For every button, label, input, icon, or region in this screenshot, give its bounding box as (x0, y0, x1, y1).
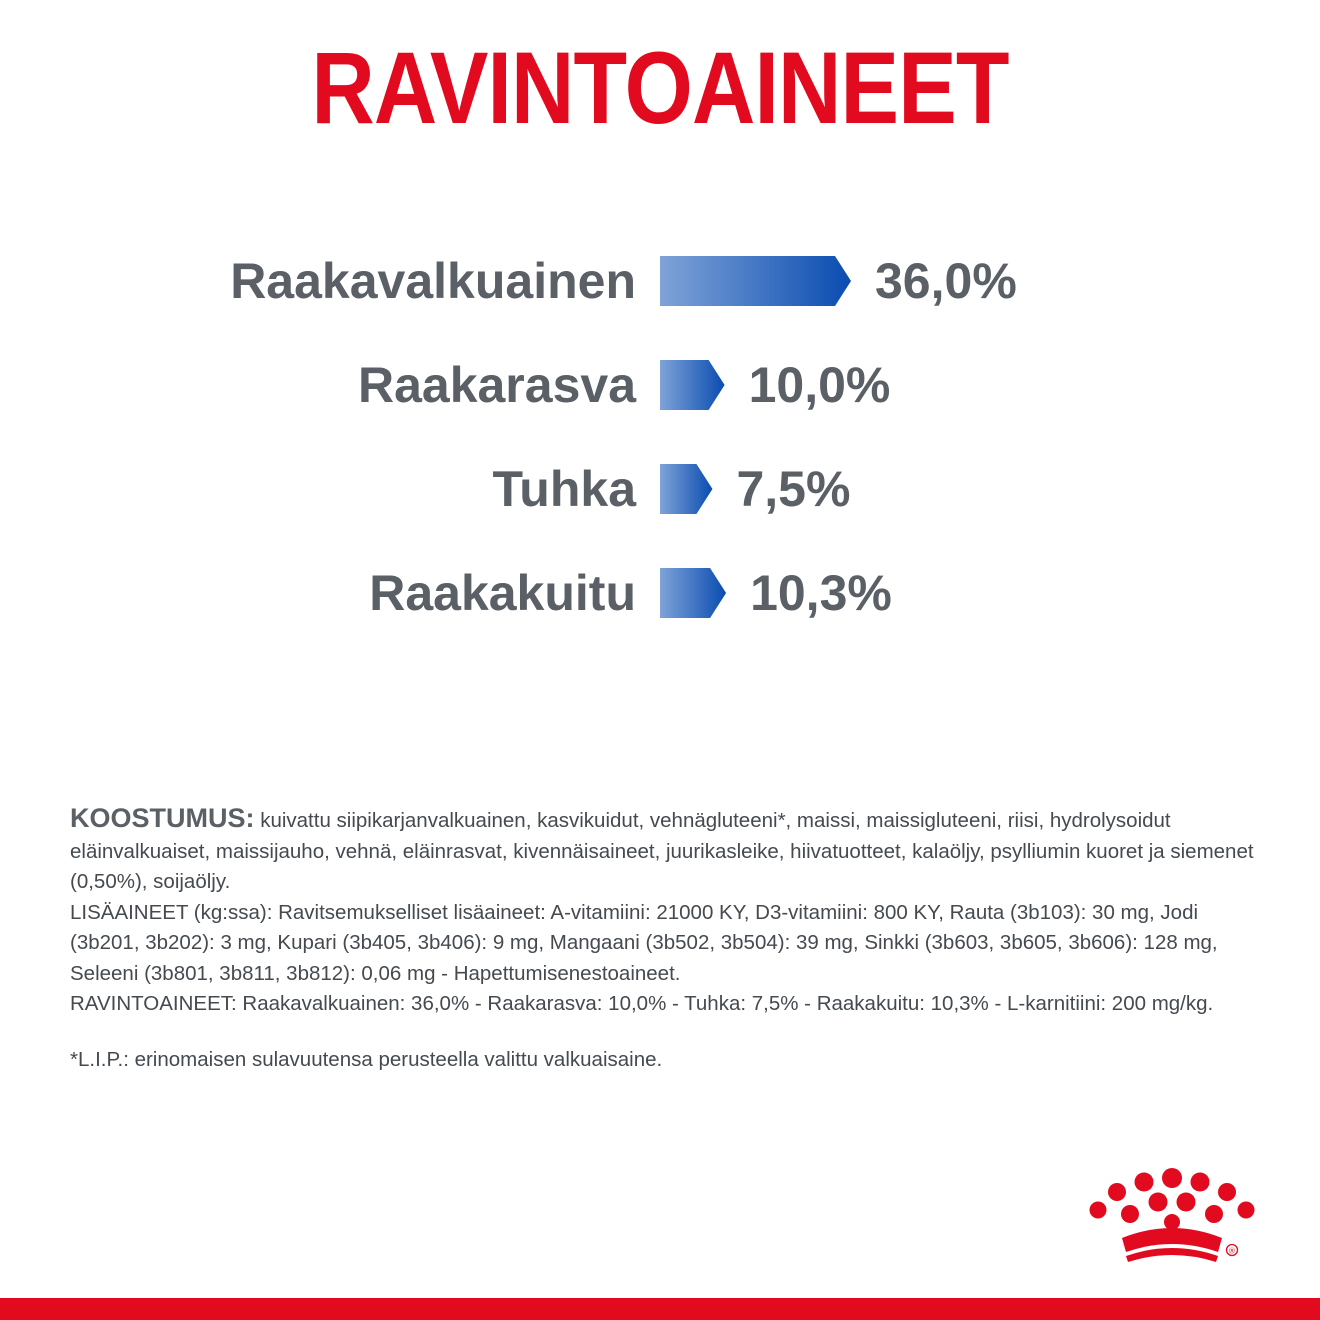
composition-ingredients: kuivattu siipikarjanvalkuainen, kasvikuidut, vehnägluteeni*, maissi, maissigluteeni, riisi, hydrolysoidut eläinvalkuaiset, maissijauho, vehnä, eläinrasvat, kivennäisaineet, juurikasleike, hiivatuotteet, kalaöljy, psylliumin kuoret ja siemenet (0,50%), soijaöljy. (70, 809, 1254, 893)
royal-crown-icon (1082, 1166, 1262, 1276)
logo-dot (1238, 1202, 1255, 1219)
nutrient-bar (660, 360, 725, 410)
page-title: RAVINTOAINEET (311, 31, 1009, 145)
logo-dot (1191, 1173, 1210, 1192)
logo-dot (1218, 1183, 1236, 1201)
registered-mark: ® (1229, 1246, 1235, 1256)
nutrient-bar (660, 464, 712, 514)
composition-heading: KOOSTUMUS: (70, 803, 255, 833)
nutrient-label: Raakarasva (357, 357, 636, 413)
nutrient-label: Raakakuitu (369, 565, 636, 621)
nutrients-paragraph: RAVINTOAINEET: Raakavalkuainen: 36,0% - Raakarasva: 10,0% - Tuhka: 7,5% - Raakakuitu: 10,3% - L-karnitiini: 200 mg/kg. (70, 992, 1214, 1015)
nutrient-bar (660, 568, 726, 618)
composition-paragraph (70, 803, 1270, 898)
logo-dot (1177, 1193, 1196, 1212)
logo-dot (1162, 1168, 1182, 1188)
nutrient-bar (660, 256, 851, 306)
logo-dot (1090, 1202, 1107, 1219)
bottom-brand-bar (0, 1298, 1320, 1320)
logo-dot (1135, 1173, 1154, 1192)
nutrient-label: Tuhka (492, 461, 636, 517)
logo-dot (1121, 1205, 1139, 1223)
composition-text (70, 803, 1270, 1075)
nutrient-value-label: 10,3% (750, 565, 892, 621)
nutrient-label: Raakavalkuainen (230, 253, 636, 309)
nutrient-value-label: 7,5% (736, 461, 851, 517)
logo-dot (1164, 1214, 1180, 1230)
logo-dot (1108, 1183, 1126, 1201)
footnote: *L.I.P.: erinomaisen sulavuutensa perusteella valittu valkuaisaine. (70, 1047, 663, 1071)
logo-dot (1149, 1193, 1168, 1212)
additives-paragraph: LISÄAINEET (kg:ssa): Ravitsemukselliset lisäaineet: A-vitamiini: 21000 KY, D3-vitamiini: 800 KY, Rauta (3b103): 30 mg, Jodi (3b201, 3b202): 3 mg, Kupari (3b405, 3b406): 9 mg, Mangaani (3b502, 3b504): 39 mg, Sinkki (3b603, 3b605, 3b606): 128 mg, Seleeni (3b801, 3b811, 3b812): 0,06 mg - Hapettumisenestoaineet. (70, 900, 1218, 985)
nutrient-value-label: 36,0% (875, 253, 1017, 309)
nutrient-value-label: 10,0% (748, 357, 891, 413)
logo-dot (1205, 1205, 1223, 1223)
